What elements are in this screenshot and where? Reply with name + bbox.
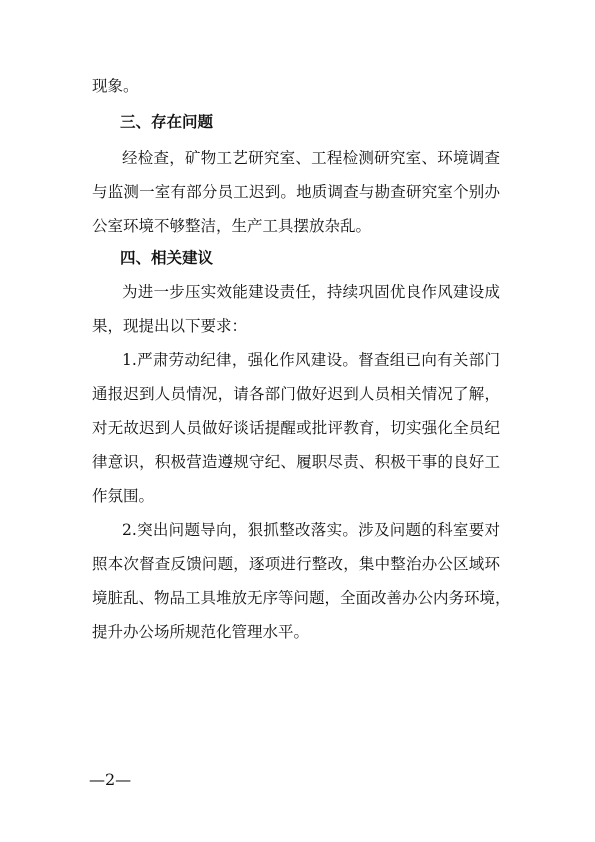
list-item-line: 境脏乱、物品工具堆放无序等问题，全面改善办公内务环境， xyxy=(92,589,511,607)
list-item-line: 作氛围。 xyxy=(92,487,155,505)
paragraph-line: 果，现提出以下要求： xyxy=(92,317,248,335)
paragraph-line: 与监测一室有部分员工迟到。地质调查与勘查研究室个别办 xyxy=(92,183,500,201)
list-item-line: 1.严肃劳动纪律，强化作风建设。督查组已向有关部门 xyxy=(122,351,500,369)
paragraph-line: 现象。 xyxy=(92,77,139,95)
list-item-line: 2.突出问题导向，狠抓整改落实。涉及问题的科室要对 xyxy=(122,521,500,539)
list-item-line: 对无故迟到人员做好谈话提醒或批评教育，切实强化全员纪 xyxy=(92,419,500,437)
list-item-line: 通报迟到人员情况，请各部门做好迟到人员相关情况了解， xyxy=(92,385,500,403)
paragraph-line: 公室环境不够整洁，生产工具摆放杂乱。 xyxy=(92,217,372,235)
list-item-line: 照本次督查反馈问题，逐项进行整改，集中整治办公区域环 xyxy=(92,555,500,573)
list-item-line: 提升办公场所规范化管理水平。 xyxy=(92,623,310,641)
section-heading-4: 四、相关建议 xyxy=(120,249,214,267)
paragraph-line: 经检查，矿物工艺研究室、工程检测研究室、环境调查 xyxy=(122,149,500,167)
list-item-line: 律意识，积极营造遵规守纪、履职尽责、积极干事的良好工 xyxy=(92,453,500,471)
section-heading-3: 三、存在问题 xyxy=(120,113,214,131)
paragraph-line: 为进一步压实效能建设责任，持续巩固优良作风建设成 xyxy=(122,283,500,301)
page-number: —2— xyxy=(89,770,132,789)
